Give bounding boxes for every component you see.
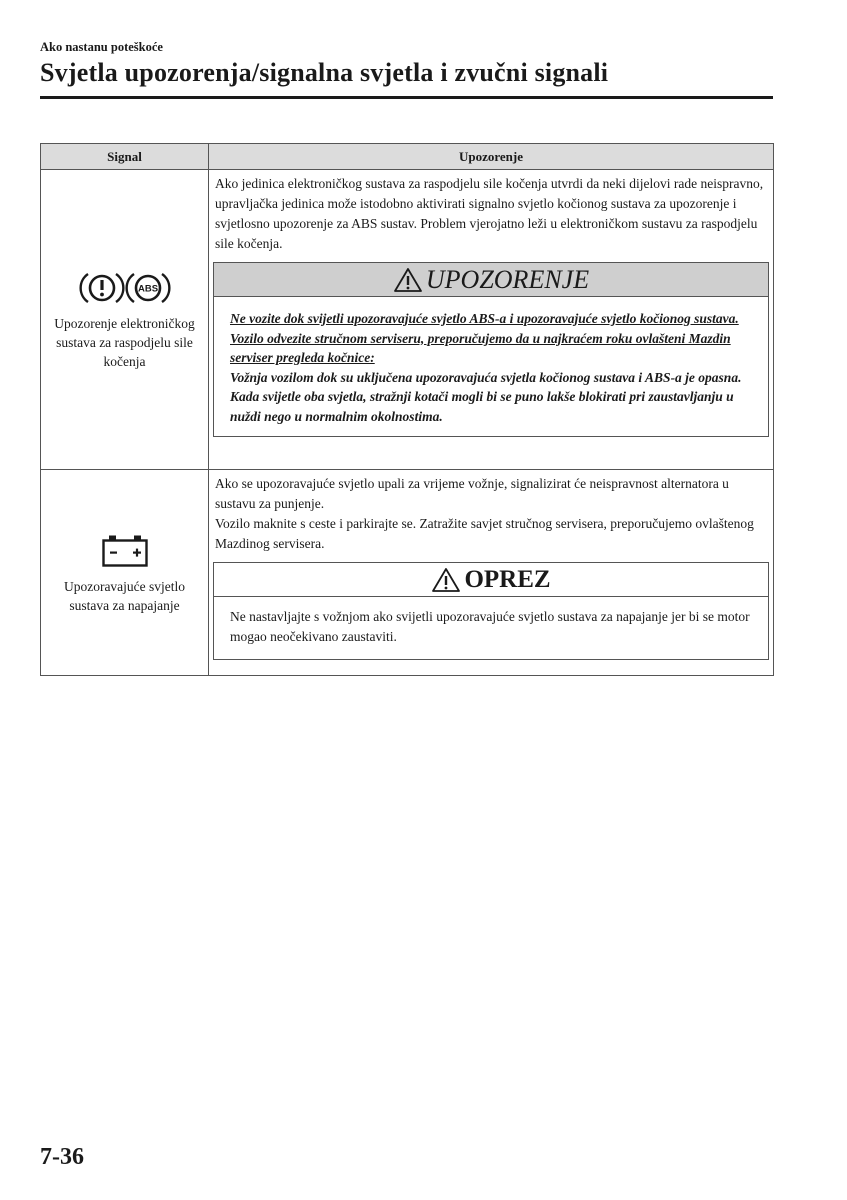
title-rule [40,96,773,99]
danger-alert-underlined: Ne vozite dok svijetli upozoravajuće svjetlo ABS-a i upozoravajuće svjetlo kočionog sustava. Vozilo odvezite stručnom serviseru, preporučujemo da u najkraćem roku ovlašteni Mazdin serviser pregleda kočnice: [230,311,739,365]
signal-cell [41,470,209,676]
table-header-row [41,144,774,170]
warning-description: Ako jedinica elektroničkog sustava za raspodjelu sile kočenja utvrdi da neki dijelovi rade neispravno, upravljačka jedinica može istodobno aktivirati signalno svjetlo kočionog sustava za upozorenje i svjetlosno upozorenje za ABS sustav. Problem vjerojatno leži u elektroničkom sustavu za raspodjelu sile kočenja. [215,176,764,251]
signal-label: Upozorenje elektroničkog sustava za raspodjelu sile kočenja [54,316,195,369]
section-label: Ako nastanu poteškoće [40,40,163,54]
signal-icons [49,531,200,571]
table-row [41,470,774,676]
warning-cell [209,170,774,470]
signal-icons [49,268,200,308]
signal-label: Upozoravajuće svjetlo sustava za napajanje [63,578,186,613]
danger-alert-body [214,297,768,436]
warning-lights-table [40,143,774,676]
caution-alert-box [213,562,769,660]
brake-warning-icon [79,269,125,307]
abs-icon-text: ABS [137,283,158,295]
column-header-warning: Upozorenje [209,144,774,170]
danger-alert-heading [214,263,768,297]
warning-description-2: Vozilo maknite s ceste i parkirajte se. Zatražite savjet stručnog servisera, preporučujemo ovlaštenog Mazdinog servisera. [215,516,754,551]
caution-alert-body: Ne nastavljajte s vožnjom ako svijetli upozoravajuće svjetlo sustava za napajanje jer bi se motor mogao neočekivano zaustaviti. [230,609,750,644]
warning-description-1: Ako se upozoravajuće svjetlo upali za vrijeme vožnje, signalizirat će neispravnost alternatora u sustavu za punjenje. [215,476,729,511]
battery-icon [101,534,149,568]
danger-heading-text: UPOZORENJE [425,264,590,294]
danger-alert-text-3: Kada svijetle oba svjetla, stražnji kotači mogli bi se puno lakše blokirati pri zaustavljanju u nuždi nego u normalnim okolnostima. [230,389,734,424]
page-number: 7-36 [40,1144,84,1170]
danger-alert-box [213,262,769,437]
warning-triangle-icon [431,567,461,593]
abs-warning-icon [125,269,171,307]
column-header-signal: Signal [41,144,209,170]
warning-cell [209,470,774,676]
page-title: Svjetla upozorenja/signalna svjetla i zvučni signali [40,58,609,87]
caution-alert-heading [214,563,768,597]
danger-alert-text-2: Vožnja vozilom dok su uključena upozoravajuća svjetla kočionog sustava i ABS-a je opasna. [230,369,742,385]
table-row [41,170,774,470]
caution-heading-text: OPREZ [464,566,551,593]
warning-triangle-icon [393,267,423,293]
signal-cell [41,170,209,470]
